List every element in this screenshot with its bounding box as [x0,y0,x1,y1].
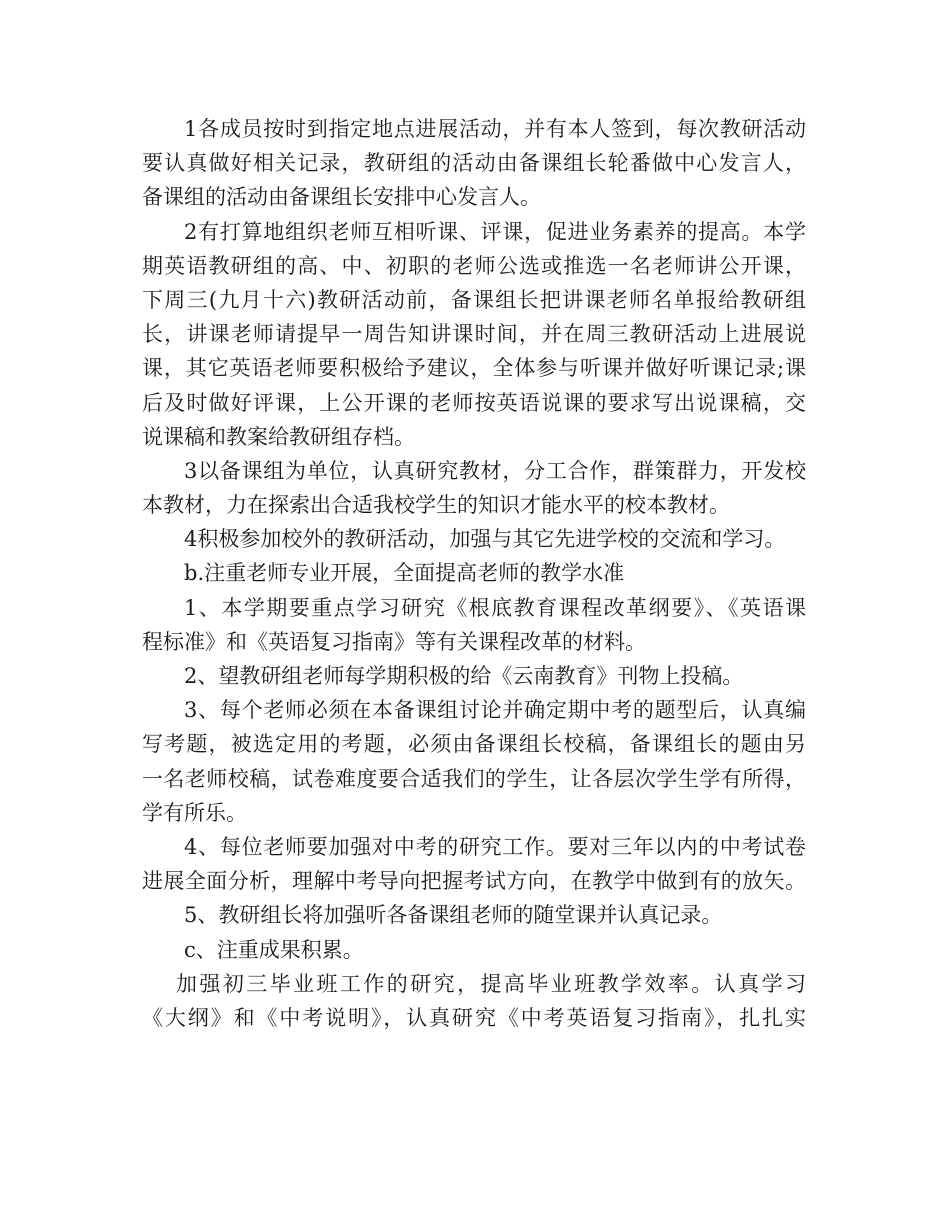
paragraph-line: 4、每位老师要加强对中考的研究工作。要对三年以内的中考试卷 [184,834,806,859]
paragraph-line: 写考题，被选定用的考题，必须由备课组长校稿，备课组长的题由另 [142,732,806,757]
paragraph-line: 5、教研组长将加强听各备课组老师的随堂课并认真记录。 [184,903,723,928]
paragraph-line: 2、望教研组老师每学期积极的给《云南教育》刊物上投稿。 [184,664,744,688]
paragraph-line: 一名老师校稿，试卷难度要合适我们的学生，让各层次学生学有所得， [142,766,806,791]
paragraph-line: 加强初三毕业班工作的研究，提高毕业班教学效率。认真学习 [176,971,806,996]
paragraph-line: 《大纲》和《中考说明》，认真研究《中考英语复习指南》，扎扎实 [142,1005,806,1030]
paragraph-line: 4积极参加校外的教研活动，加强与其它先进学校的交流和学习。 [184,527,786,552]
paragraph-line: 3、每个老师必须在本备课组讨论并确定期中考的题型后，认真编 [184,698,806,723]
paragraph-line: b.注重老师专业开展，全面提高老师的教学水准 [184,561,625,586]
paragraph-line: 备课组的活动由备课组长安排中心发言人。 [142,185,541,210]
paragraph-line: 2有打算地组织老师互相听课、评课，促进业务素养的提高。本学 [184,219,806,244]
paragraph-line: c、注重成果积累。 [184,937,364,962]
paragraph-line: 课，其它英语老师要积极给予建议，全体参与听课并做好听课记录;课 [142,356,806,381]
paragraph-line: 期英语教研组的高、中、初职的老师公选或推选一名老师讲公开课， [142,253,806,278]
paragraph-line: 本教材，力在探索出合适我校学生的知识才能水平的校本教材。 [142,493,730,518]
paragraph-line: 学有所乐。 [142,800,247,825]
paragraph-line: 进展全面分析，理解中考导向把握考试方向，在教学中做到有的放矢。 [142,869,806,894]
paragraph-line: 程标准》和《英语复习指南》等有关课程改革的材料。 [142,629,646,654]
paragraph-line: 下周三(九月十六)教研活动前，备课组长把讲课老师名单报给教研组 [142,287,806,312]
paragraph-line: 后及时做好评课，上公开课的老师按英语说课的要求写出说课稿，交 [142,390,806,415]
paragraph-line: 3以备课组为单位，认真研究教材，分工合作，群策群力，开发校 [184,458,806,483]
paragraph-line: 说课稿和教案给教研组存档。 [142,424,415,449]
paragraph-line: 1、本学期要重点学习研究《根底教育课程改革纲要》、《英语课 [184,595,806,620]
paragraph-line: 要认真做好相关记录，教研组的活动由备课组长轮番做中心发言人， [142,151,806,176]
document-body [142,112,806,1035]
paragraph-line: 1各成员按时到指定地点进展活动，并有本人签到，每次教研活动 [184,117,806,141]
paragraph-line: 长，讲课老师请提早一周告知讲课时间，并在周三教研活动上进展说 [142,322,806,347]
